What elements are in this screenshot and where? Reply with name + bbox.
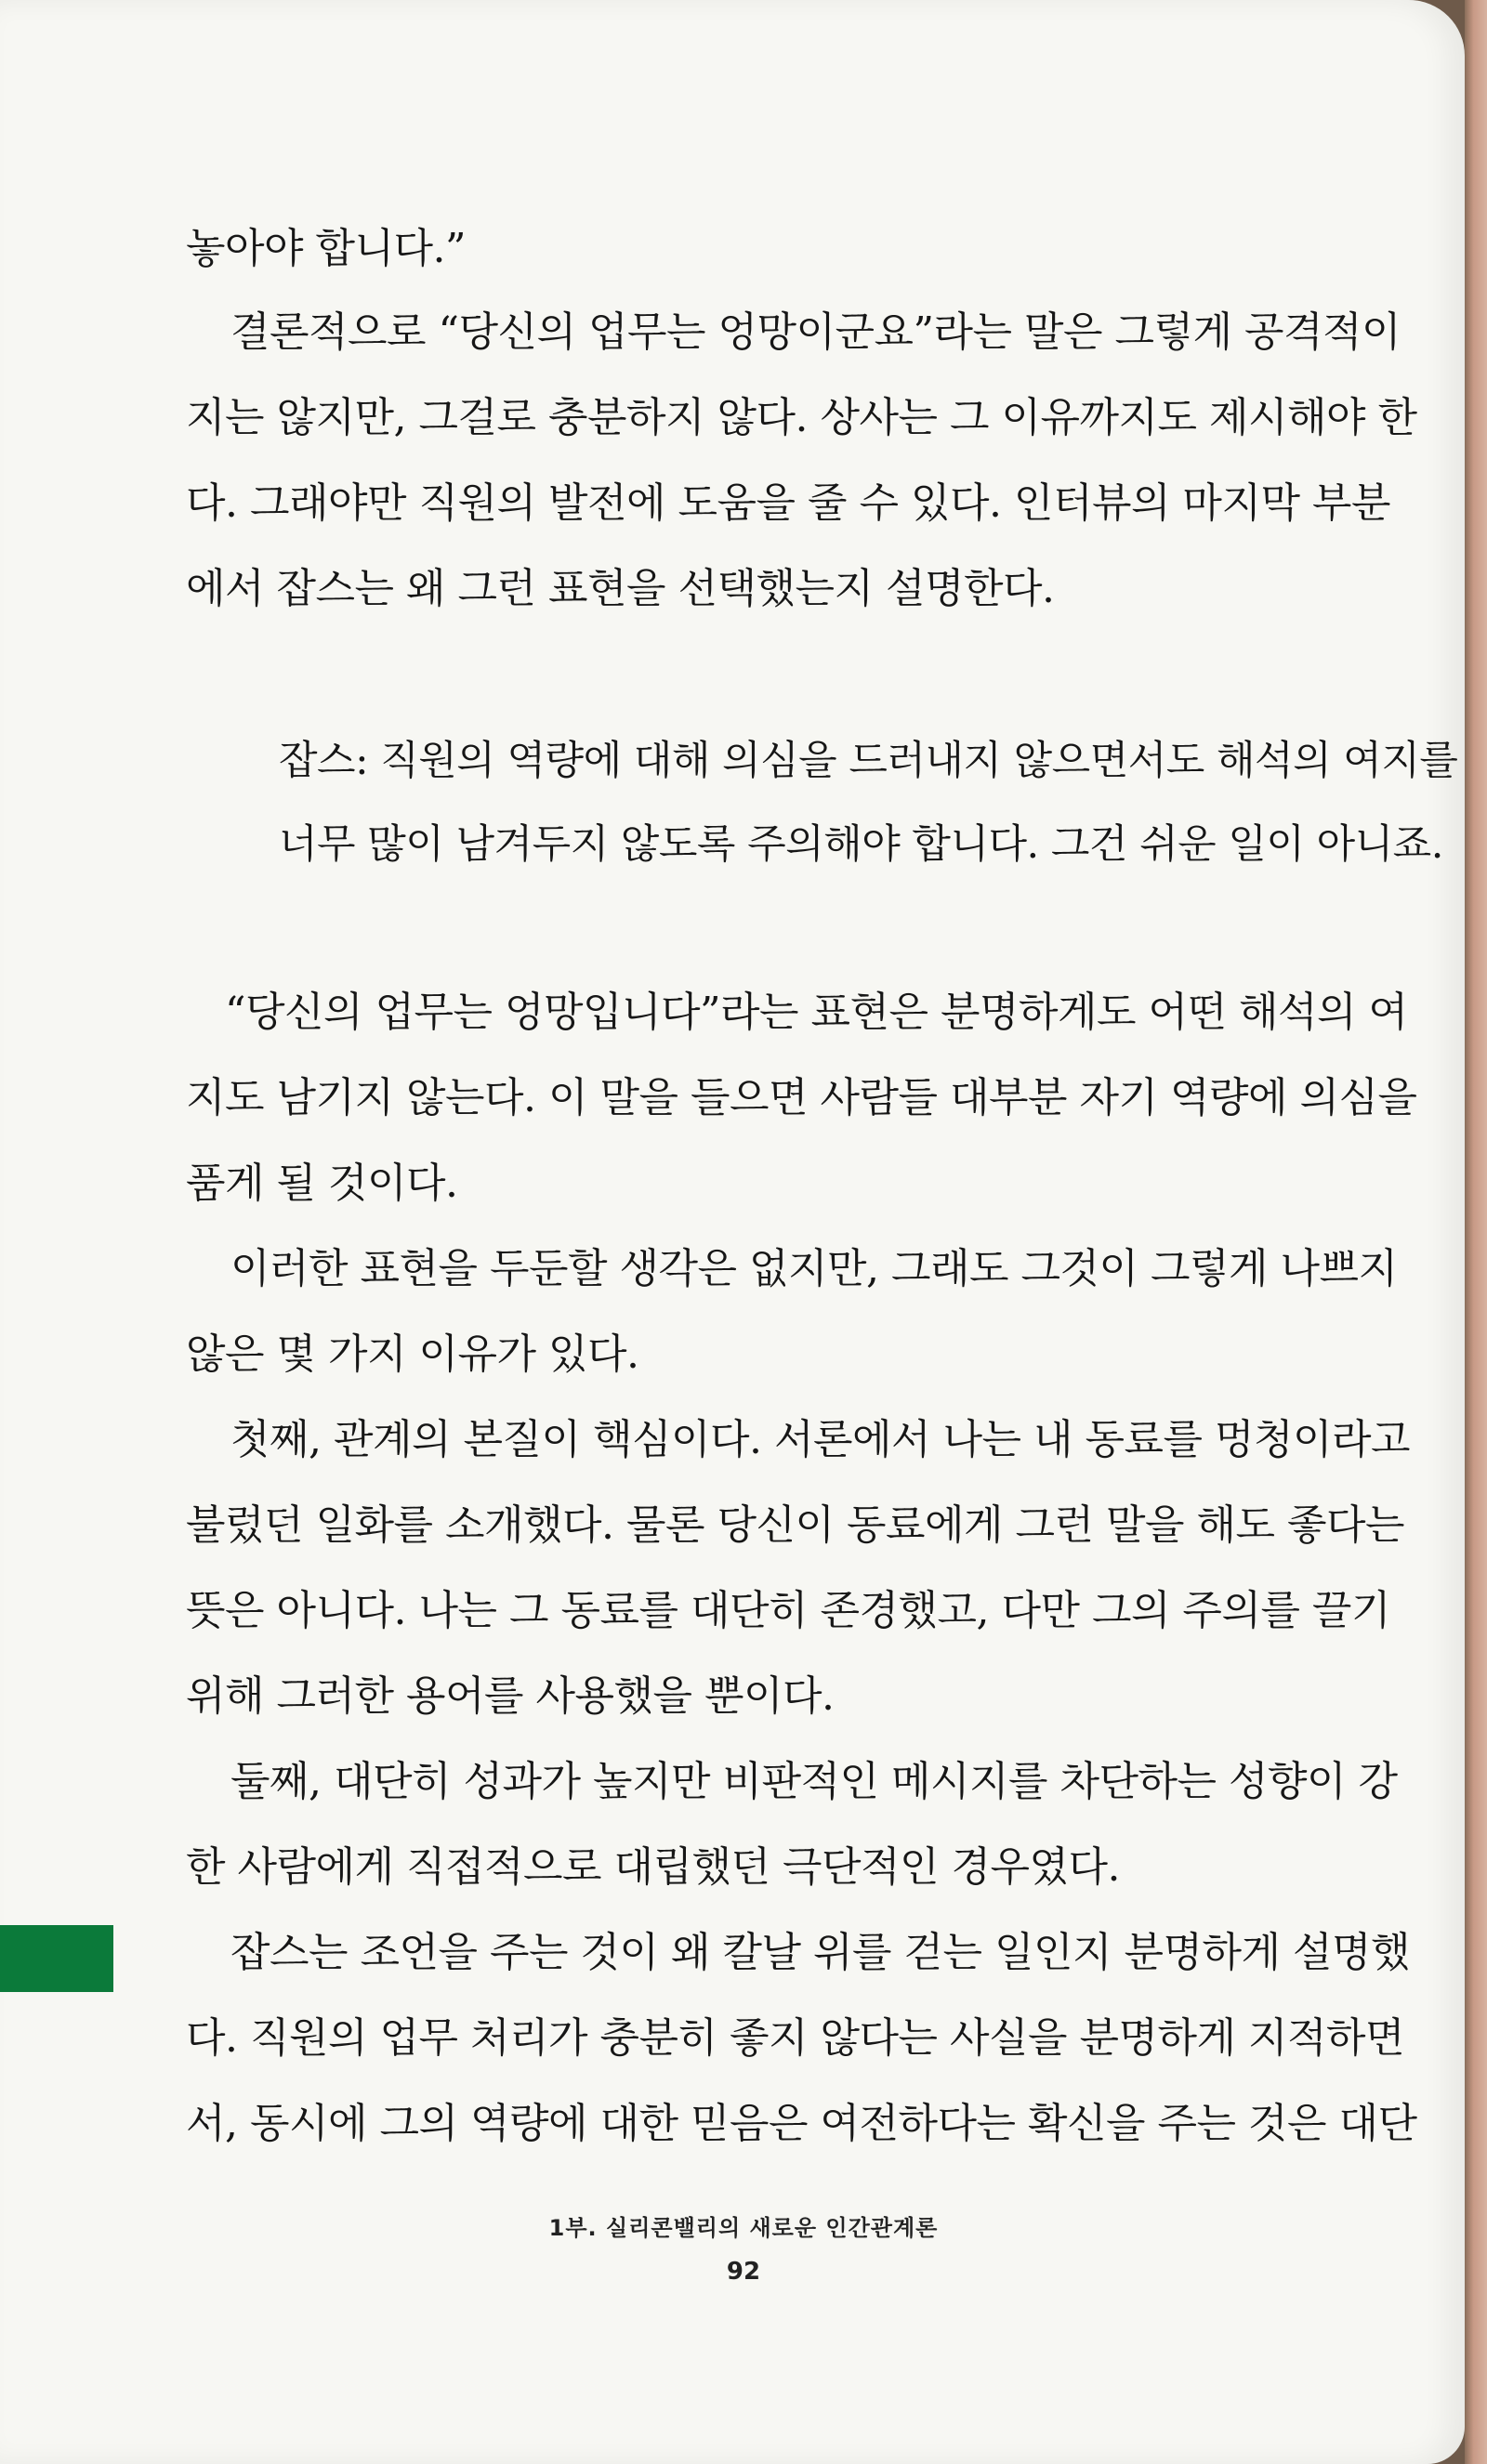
body-line: 놓아야 합니다.”	[186, 225, 466, 272]
body-line: 다. 직원의 업무 처리가 충분히 좋지 않다는 사실을 분명하게 지적하면	[186, 2014, 1404, 2062]
body-line: 에서 잡스는 왜 그런 표현을 선택했는지 설명한다.	[186, 565, 1055, 612]
interview-quote-line: 너무 많이 남겨두지 않도록 주의해야 합니다. 그건 쉬운 일이 아니죠.	[279, 821, 1443, 868]
body-line: 다. 그래야만 직원의 발전에 도움을 줄 수 있다. 인터뷰의 마지막 부분	[186, 479, 1390, 527]
body-line: 한 사람에게 직접적으로 대립했던 극단적인 경우였다.	[186, 1843, 1121, 1891]
body-line: “당신의 업무는 엉망입니다”라는 표현은 분명하게도 어떤 해석의 여	[225, 989, 1408, 1036]
body-line: 서, 동시에 그의 역량에 대한 믿음은 여전하다는 확신을 주는 것은 대단	[186, 2100, 1417, 2147]
body-line: 지는 않지만, 그걸로 충분하지 않다. 상사는 그 이유까지도 제시해야 한	[186, 394, 1417, 441]
body-line: 뜻은 아니다. 나는 그 동료를 대단히 존경했고, 다만 그의 주의를 끌기	[186, 1587, 1390, 1634]
body-line: 둘째, 대단히 성과가 높지만 비판적인 메시지를 차단하는 성향이 강	[230, 1758, 1398, 1805]
body-line: 잡스는 조언을 주는 것이 왜 칼날 위를 걷는 일인지 분명하게 설명했	[230, 1929, 1410, 1976]
body-line: 첫째, 관계의 본질이 핵심이다. 서론에서 나는 내 동료를 멍청이라고	[230, 1416, 1410, 1463]
body-line: 불렀던 일화를 소개했다. 물론 당신이 동료에게 그런 말을 해도 좋다는	[186, 1501, 1404, 1549]
body-line: 않은 몇 가지 이유가 있다.	[186, 1330, 639, 1378]
chapter-tab-marker	[0, 1925, 113, 1992]
body-line: 지도 남기지 않는다. 이 말을 들으면 사람들 대부분 자기 역량에 의심을	[186, 1074, 1417, 1121]
body-line: 결론적으로 “당신의 업무는 엉망이군요”라는 말은 그렇게 공격적이	[230, 308, 1401, 356]
running-footer-title: 1부. 실리콘밸리의 새로운 인간관계론	[548, 2215, 939, 2241]
body-line: 품게 될 것이다.	[186, 1160, 458, 1207]
page-number: 92	[726, 2258, 761, 2286]
interview-quote-line: 잡스: 직원의 역량에 대해 의심을 드러내지 않으면서도 해석의 여지를	[279, 738, 1458, 784]
body-line: 이러한 표현을 두둔할 생각은 없지만, 그래도 그것이 그렇게 나쁘지	[230, 1245, 1398, 1292]
body-line: 위해 그러한 용어를 사용했을 뿐이다.	[186, 1672, 835, 1720]
page-edge	[1465, 0, 1487, 2464]
